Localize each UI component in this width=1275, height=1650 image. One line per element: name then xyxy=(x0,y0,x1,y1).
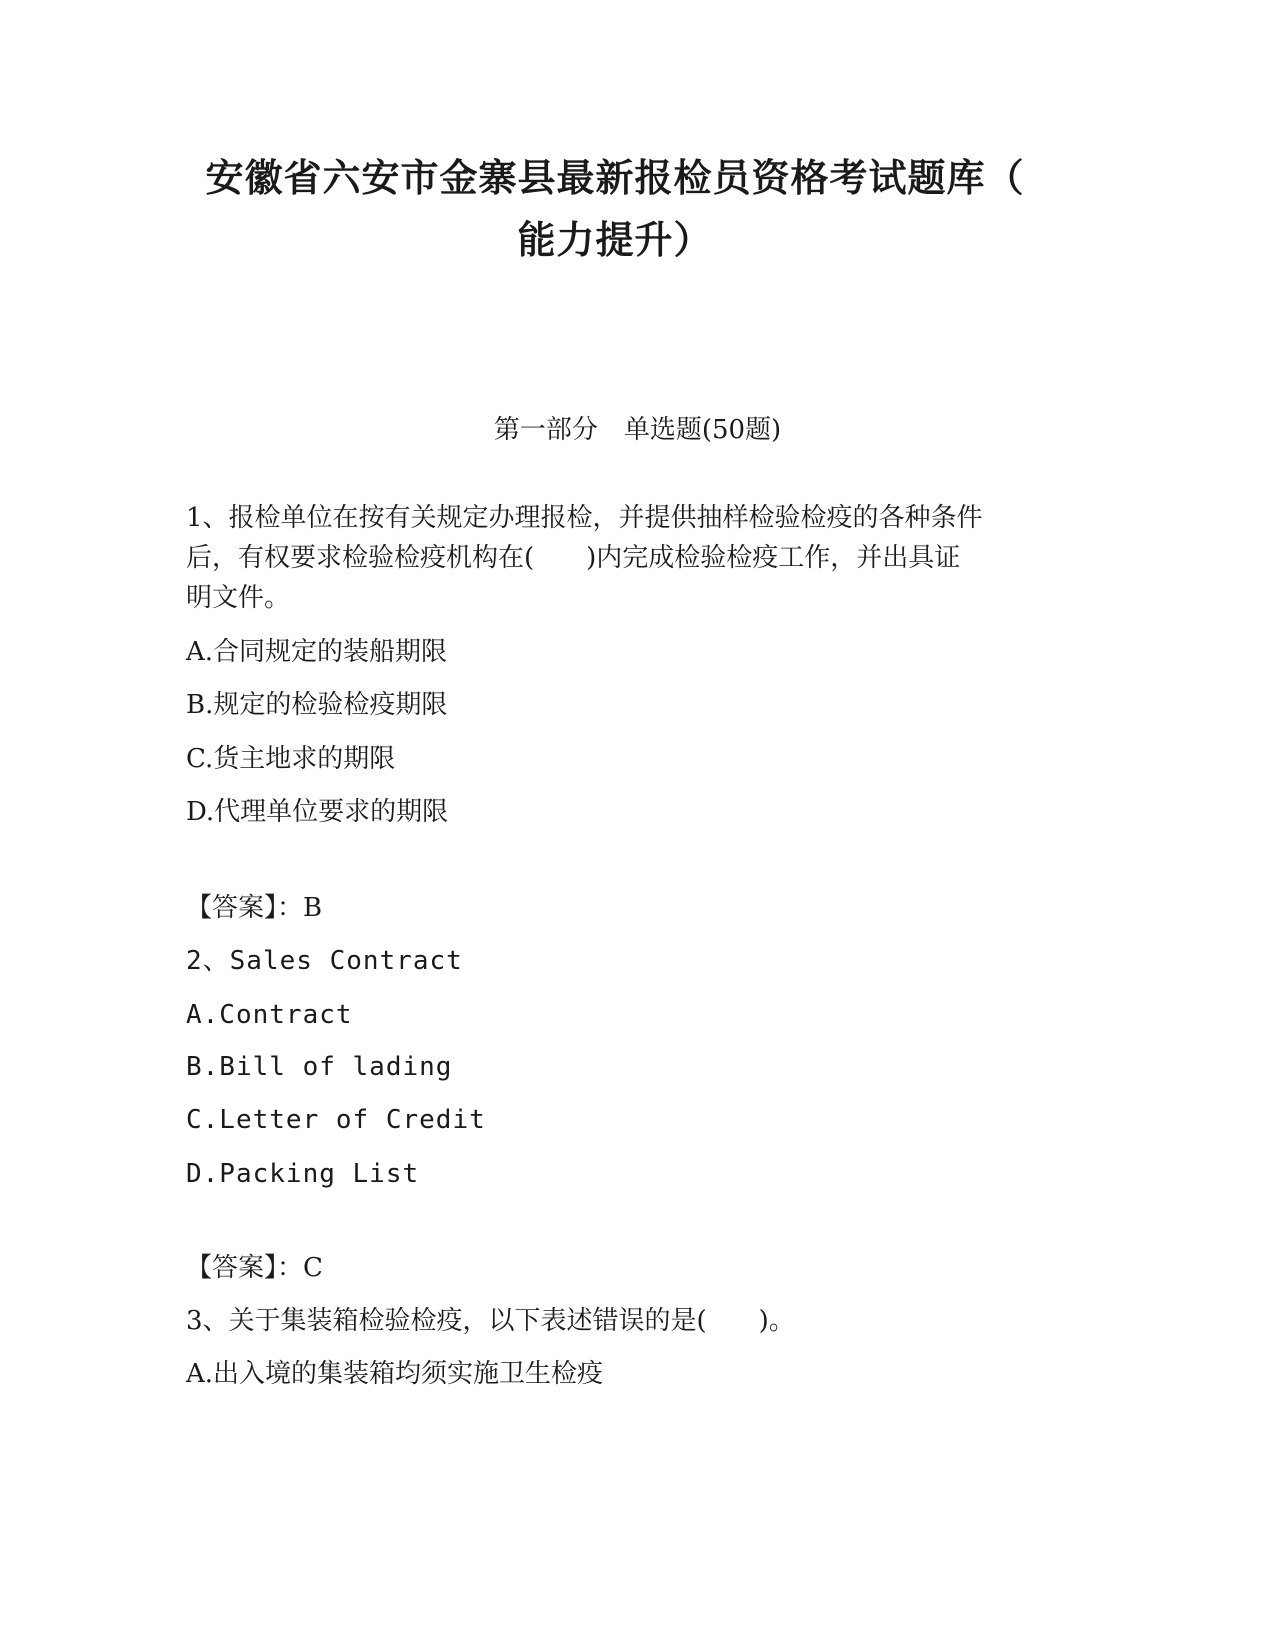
question-1-stem-line-2: 后，有权要求检验检疫机构在( )内完成检验检疫工作，并出具证 xyxy=(186,543,961,573)
question-2-option-d: D.Packing List xyxy=(186,1159,420,1189)
question-1-option-b: B.规定的检验检疫期限 xyxy=(186,690,448,720)
question-3-stem: 3、关于集装箱检验检疫，以下表述错误的是( )。 xyxy=(186,1306,795,1336)
question-2-option-b: B.Bill of lading xyxy=(186,1052,453,1082)
question-1-option-a: A.合同规定的装船期限 xyxy=(186,637,448,667)
document-title-line-1: 安徽省六安市金寨县最新报检员资格考试题库（ xyxy=(205,156,1025,200)
question-1-stem-line-3: 明文件。 xyxy=(186,583,291,613)
document-title-line-2: 能力提升） xyxy=(517,218,713,262)
question-2-answer: 【答案】：C xyxy=(186,1253,323,1283)
question-2-stem: 2、Sales Contract xyxy=(186,946,463,976)
question-2-option-a: A.Contract xyxy=(186,1000,353,1030)
section-heading: 第一部分 单选题(50题) xyxy=(493,415,782,445)
question-1-stem-line-1: 1、报检单位在按有关规定办理报检，并提供抽样检验检疫的各种条件 xyxy=(186,503,983,533)
question-1-answer: 【答案】：B xyxy=(186,893,323,923)
question-1-option-c: C.货主地求的期限 xyxy=(186,744,396,774)
question-2-option-c: C.Letter of Credit xyxy=(186,1105,486,1135)
question-3-option-a: A.出入境的集装箱均须实施卫生检疫 xyxy=(186,1359,604,1389)
question-1-option-d: D.代理单位要求的期限 xyxy=(186,797,449,827)
